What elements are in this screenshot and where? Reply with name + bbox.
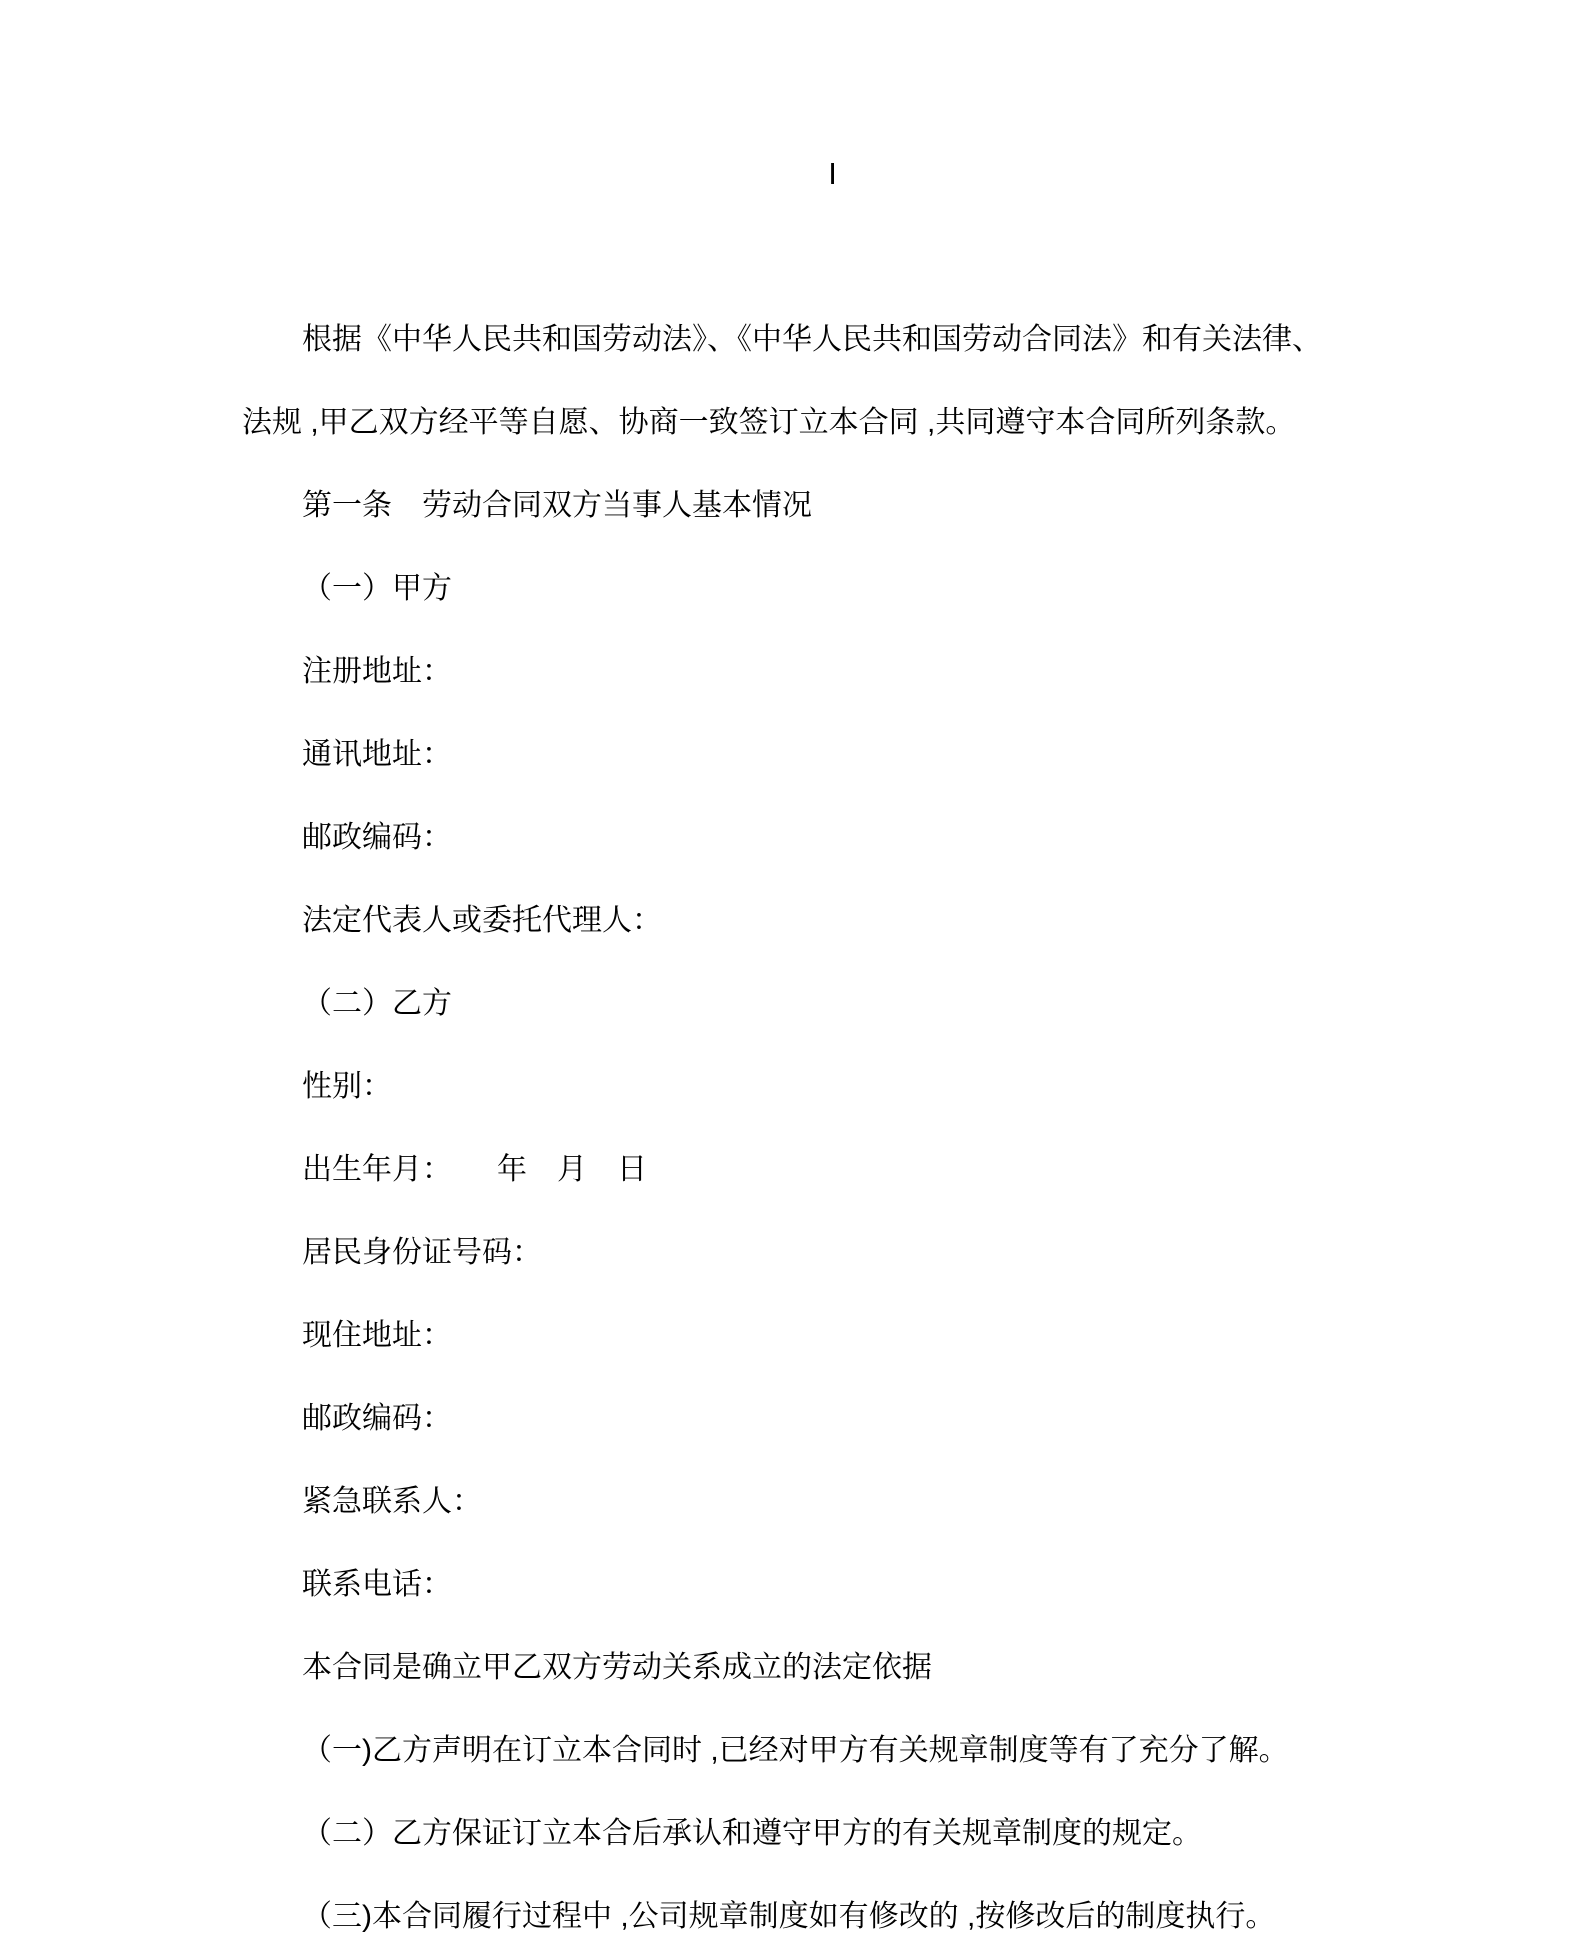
field-registered-address: 注册地址： (302, 655, 452, 688)
field-emergency-contact: 紧急联系人： (302, 1485, 482, 1518)
intro-line-2: 法规 ,甲乙双方经平等自愿、协商一致签订立本合同 ,共同遵守本合同所列条款。 (242, 406, 1296, 439)
field-phone: 联系电话： (302, 1568, 452, 1601)
party-a-heading: （一）甲方 (302, 572, 452, 605)
contract-page-body (242, 0, 1367, 1958)
party-b-heading: （二）乙方 (302, 987, 452, 1020)
field-postal-code-party-b: 邮政编码： (302, 1402, 452, 1435)
field-postal-code-party-a: 邮政编码： (302, 821, 452, 854)
declaration-2: （二）乙方保证订立本合后承认和遵守甲方的有关规章制度的规定。 (302, 1817, 1202, 1850)
field-mailing-address: 通讯地址： (302, 738, 452, 771)
field-birth-date: 出生年月： 年 月 日 (302, 1153, 647, 1186)
field-current-address: 现住地址： (302, 1319, 452, 1352)
legal-basis-statement: 本合同是确立甲乙双方劳动关系成立的法定依据 (302, 1651, 932, 1684)
intro-line-1: 根据《中华人民共和国劳动法》、《中华人民共和国劳动合同法》和有关法律、 (302, 323, 1322, 356)
field-id-number: 居民身份证号码： (302, 1236, 542, 1269)
field-legal-representative: 法定代表人或委托代理人： (302, 904, 662, 937)
clause-1-heading: 第一条 劳动合同双方当事人基本情况 (302, 489, 812, 522)
declaration-3: （三)本合同履行过程中 ,公司规章制度如有修改的 ,按修改后的制度执行。 (302, 1900, 1276, 1933)
declaration-1: （一)乙方声明在订立本合同时 ,已经对甲方有关规章制度等有了充分了解。 (302, 1734, 1289, 1767)
field-gender: 性别： (302, 1070, 392, 1103)
contract-title: I (828, 156, 837, 191)
